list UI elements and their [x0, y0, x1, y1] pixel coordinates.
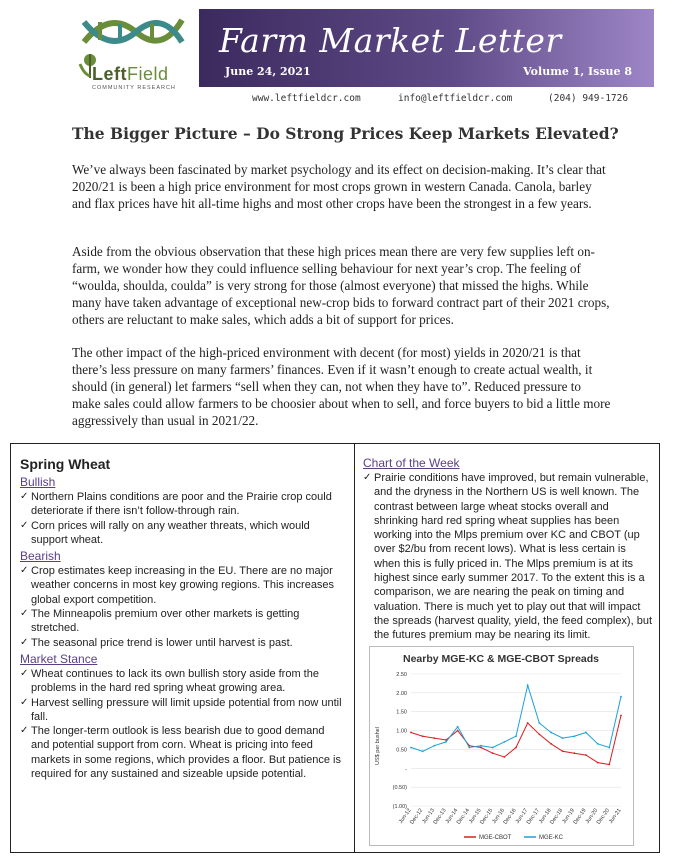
chart-point-mge-kc: [538, 722, 540, 724]
title-banner: [199, 9, 654, 87]
chart-point-mge-kc: [527, 684, 529, 686]
chart-ytick-label: -: [405, 766, 407, 773]
chart-point-mge-cbot: [562, 750, 564, 752]
chart-xtick-label: Dec-16: [502, 807, 518, 826]
chart-of-week-text-body: Prairie conditions have improved, but remain vulnerable, and the dryness in the Northern US is well known. The contrast between large wheat stocks overall and shrinking hard red spring wheat supplies has been working into the Mlps premium over KC and CBOT (up over $2/bu from recent lows). What is less certain is when this is fully priced in. The Mlps premium is at its highest since early summer 2017. To the extent this is a comparison, we are nearing the peak on timing and valuation. There is much yet to play out that will impact the spreads (harvest quality, yield, the feed complex), but the futures premium may be nearing its limit.: [374, 472, 652, 642]
chart-point-mge-kc: [468, 747, 470, 749]
chart-xtick-label: Dec-14: [455, 807, 471, 826]
check-icon: ✓: [20, 565, 29, 577]
stance-item-text: Wheat continues to lack its own bullish story aside from the problems in the hard red spring wheat growing area.: [31, 667, 319, 695]
bearish-item-text: The Minneapolis premium over other markets is getting stretched.: [31, 608, 300, 635]
logo-subtitle: COMMUNITY RESEARCH: [92, 85, 176, 91]
chart-xtick-label: Jun-20: [584, 807, 600, 825]
chart-ytick-label: 2.50: [396, 672, 407, 678]
market-stance-heading: Market Stance: [20, 651, 98, 666]
chart-point-mge-cbot: [492, 752, 494, 754]
chart-point-mge-kc: [492, 747, 494, 749]
article-headline: The Bigger Picture – Do Strong Prices Keep Markets Elevated?: [72, 124, 619, 143]
check-icon: ✓: [20, 636, 29, 648]
chart-ytick-label: (0.50): [392, 785, 407, 792]
chart-point-mge-cbot: [422, 735, 424, 737]
chart-xtick-label: Dec-20: [595, 807, 611, 826]
bearish-item-text: Crop estimates keep increasing in the EU. There are no major weather concerns in most key growing regions. This increases global export competition.: [31, 565, 335, 606]
bullish-item: [20, 490, 342, 519]
chart-xtick-label: Jun-15: [468, 807, 483, 825]
chart-ytick-label: (1.00): [392, 804, 407, 810]
chart-of-week-text: [363, 471, 655, 643]
check-icon: ✓: [20, 608, 29, 620]
chart-of-week-heading: Chart of the Week: [363, 456, 460, 470]
chart-point-mge-cbot: [585, 754, 587, 756]
chart-xtick-label: Jun-14: [444, 807, 460, 825]
chart-point-mge-cbot: [480, 747, 482, 749]
bullish-item-text: Northern Plains conditions are poor and the Prairie crop could deteriorate if there isn’t follow-through rain.: [31, 491, 332, 518]
bearish-item: [20, 564, 342, 607]
spring-wheat-title: Spring Wheat: [20, 456, 111, 472]
check-icon: ✓: [20, 725, 29, 737]
chart-xtick-label: Dec-17: [525, 807, 541, 826]
chart-xtick-label: Jun-12: [398, 807, 413, 825]
chart-xtick-label: Dec-12: [409, 807, 425, 826]
chart-point-mge-cbot: [597, 762, 599, 764]
chart-point-mge-kc: [503, 741, 505, 743]
spread-chart: [369, 646, 634, 846]
chart-point-mge-cbot: [457, 730, 459, 732]
chart-xtick-label: Dec-15: [479, 807, 495, 826]
chart-xtick-label: Dec-18: [549, 807, 565, 826]
chart-xtick-label: Jun-13: [421, 807, 436, 825]
chart-xtick-label: Dec-19: [572, 807, 588, 826]
chart-point-mge-kc: [585, 732, 587, 734]
bullish-item-text: Corn prices will rally on any weather threats, which would support wheat.: [31, 519, 310, 546]
check-icon: ✓: [20, 491, 29, 502]
chart-point-mge-cbot: [515, 747, 517, 749]
chart-point-mge-cbot: [538, 733, 540, 735]
chart-title: Nearby MGE-KC & MGE-CBOT Spreads: [402, 653, 600, 665]
chart-xtick-label: Jun-17: [514, 807, 530, 825]
article-paragraph-3: The other impact of the high-priced environment with decent (for most) yields in 2020/21 is that there’s less pressure on many farmers’ finances. Even if it wasn’t enough to create actual wealth, it should (in general) let farmers “sell when they can, not when they have to”. Reduced pressure to make sales could allow farmers to be choosier about when to sell, and force buyers to bid a little more aggressively than usual in 2021/22.: [72, 345, 611, 428]
check-icon: ✓: [20, 519, 29, 531]
bullish-heading: Bullish: [20, 475, 56, 489]
phone-number: (204) 949-1726: [548, 93, 629, 104]
chart-legend-label: MGE-KC: [539, 835, 563, 841]
logo-wordmark: [92, 64, 169, 85]
bearish-item-text: The seasonal price trend is lower until harvest is past.: [31, 636, 293, 649]
email-link[interactable]: info@leftfieldcr.com: [398, 93, 513, 104]
stance-item-text: Harvest selling pressure will limit upside potential from now until fall.: [31, 696, 342, 723]
chart-point-mge-kc: [515, 735, 517, 737]
chart-point-mge-kc: [597, 743, 599, 745]
chart-point-mge-kc: [562, 737, 564, 739]
chart-ytick-label: 1.50: [396, 709, 407, 716]
chart-point-mge-kc: [457, 726, 459, 728]
chart-point-mge-kc: [433, 745, 435, 747]
chart-xtick-label: Jun-21: [608, 807, 623, 825]
stance-item: [20, 667, 342, 696]
chart-point-mge-kc: [608, 747, 610, 749]
bearish-heading: Bearish: [20, 549, 61, 564]
chart-xtick-label: Jun-18: [538, 807, 553, 825]
chart-point-mge-kc: [480, 745, 482, 747]
chart-point-mge-cbot: [620, 715, 622, 717]
chart-point-mge-kc: [422, 750, 424, 752]
chart-point-mge-cbot: [573, 752, 575, 754]
chart-point-mge-kc: [445, 741, 447, 743]
chart-point-mge-cbot: [550, 743, 552, 745]
chart-point-mge-kc: [550, 732, 552, 734]
column-divider: [354, 444, 355, 852]
newsletter-title: Farm Market Letter: [219, 21, 562, 60]
chart-point-mge-cbot: [608, 764, 610, 766]
chart-point-mge-kc: [573, 735, 575, 737]
chart-ytick-label: 1.00: [396, 728, 407, 735]
issue-volume: Volume 1, Issue 8: [523, 65, 632, 78]
chart-point-mge-cbot: [503, 756, 505, 758]
logo-word-field: Field: [127, 64, 169, 84]
chart-point-mge-kc: [410, 747, 412, 749]
stance-item-text: The longer-term outlook is less bearish due to good demand and potential support from corn. Wheat is pricing into feed markets in some regions, which provides a floor. But patience is required for any sustained and sizeable upside potential.: [31, 725, 341, 781]
chart-ylabel: US$ per bushel: [375, 727, 381, 765]
chart-xtick-label: Dec-13: [432, 807, 448, 826]
bearish-item: [20, 607, 342, 636]
website-link[interactable]: www.leftfieldcr.com: [252, 93, 361, 104]
chart-ytick-label: 0.50: [396, 747, 407, 754]
check-icon: ✓: [363, 472, 372, 483]
chart-of-week-column: [363, 456, 655, 643]
logo-word-left: Left: [92, 64, 127, 84]
chart-point-mge-kc: [620, 696, 622, 698]
issue-date: June 24, 2021: [225, 65, 311, 78]
chart-ytick-label: 2.00: [396, 690, 407, 697]
chart-point-mge-cbot: [410, 732, 412, 734]
bullish-item: [20, 519, 342, 548]
check-icon: ✓: [20, 696, 29, 708]
stance-item: [20, 696, 342, 725]
chart-xtick-label: Jun-19: [561, 807, 576, 825]
article-paragraph-2: Aside from the obvious observation that these high prices mean there are very few supplies left on-farm, we wonder how they could influence selling behaviour for next year’s crop. The feeling of “woulda, shoulda, coulda” is very strong for those (almost everyone) that missed the highs. While many have taken advantage of exceptional new-crop bids to forward contract part of their 2021 crops, others are reluctant to make sales, which adds a bit of support for prices.: [72, 244, 610, 327]
check-icon: ✓: [20, 667, 29, 679]
bearish-item: [20, 636, 342, 650]
chart-legend-label: MGE-CBOT: [479, 835, 512, 841]
spring-wheat-column: [20, 456, 342, 781]
chart-point-mge-cbot: [527, 722, 529, 724]
stance-item: [20, 724, 342, 781]
chart-xtick-label: Jun-16: [491, 807, 506, 825]
article-paragraph-1: We’ve always been fascinated by market psychology and its effect on decision-making. It’s clear that 2020/21 is been a high price environment for most crops grown in western Canada. Canola, barley and flax prices have hit all-time highs and most other crops have been the strongest in a few years.: [72, 162, 606, 211]
chart-point-mge-cbot: [433, 737, 435, 739]
